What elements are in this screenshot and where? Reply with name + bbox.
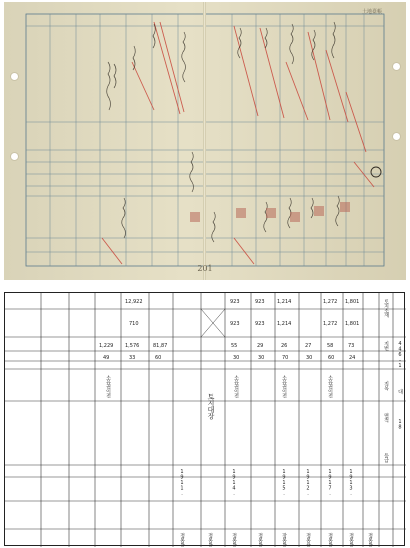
binding-hole bbox=[10, 72, 19, 81]
value-cell: 30 bbox=[258, 355, 265, 361]
area-value-right: 18 bbox=[397, 419, 403, 430]
owner-cell: 정봉룡 bbox=[367, 533, 373, 547]
value-cell: 30 bbox=[306, 355, 313, 361]
value-cell: 81,87 bbox=[153, 343, 168, 349]
scanned-ledger-photo bbox=[4, 2, 406, 280]
header-location: 토지소재 bbox=[383, 299, 389, 317]
value-cell: 1,801 bbox=[345, 321, 360, 327]
owner-cell: 정봉룡 bbox=[327, 533, 333, 547]
transfer-label: 소유권이전 bbox=[327, 375, 333, 398]
value-cell: 55 bbox=[231, 343, 238, 349]
lot-number-value: 446-1 bbox=[397, 341, 403, 369]
owner-cell: 정봉룡 bbox=[348, 533, 354, 547]
value-cell: 27 bbox=[305, 343, 312, 349]
page-fold bbox=[203, 2, 206, 280]
value-cell: 1,576 bbox=[125, 343, 140, 349]
binding-hole bbox=[392, 62, 401, 71]
owner-cell: 장봉룡 bbox=[281, 533, 287, 547]
year-cell: 1915. bbox=[281, 469, 287, 497]
owner-cell: 정봉룡 bbox=[207, 533, 213, 547]
value-cell: 710 bbox=[129, 321, 139, 327]
area-value: 923 bbox=[255, 299, 265, 305]
value-cell: 26 bbox=[281, 343, 288, 349]
header-grade: 등급 bbox=[383, 453, 389, 462]
area-value: 1,214 bbox=[277, 299, 292, 305]
transfer-label: 소유권이전 bbox=[105, 375, 111, 398]
value-cell: 1,214 bbox=[277, 321, 292, 327]
value-cell: 24 bbox=[349, 355, 356, 361]
value-cell: 58 bbox=[327, 343, 334, 349]
header-lot-number: 지번 bbox=[383, 341, 389, 350]
ledger-header-stamp: 土地臺帳 bbox=[362, 9, 383, 15]
table-grid bbox=[5, 293, 406, 547]
year-cell: 1914. bbox=[231, 469, 237, 497]
area-value: 1,801 bbox=[345, 299, 360, 305]
binding-hole bbox=[392, 132, 401, 141]
year-cell: 1917. bbox=[327, 469, 333, 497]
value-cell: 60 bbox=[328, 355, 335, 361]
value-cell: 73 bbox=[348, 343, 355, 349]
value-cell: 1,272 bbox=[323, 321, 338, 327]
transcription-table bbox=[4, 292, 405, 546]
header-area: 면적 bbox=[383, 413, 389, 422]
value-cell: 60 bbox=[155, 355, 162, 361]
header-land-category: 지목 bbox=[383, 381, 389, 390]
transfer-label: 소유권이전 bbox=[281, 375, 287, 398]
area-value: 12,922 bbox=[125, 299, 143, 305]
owner-cell: 정봉룡 bbox=[179, 533, 185, 547]
owner-cell: 정봉룡 bbox=[231, 533, 237, 547]
value-cell: 923 bbox=[255, 321, 265, 327]
value-cell: 923 bbox=[230, 321, 240, 327]
value-cell: 30 bbox=[233, 355, 240, 361]
value-cell: 33 bbox=[129, 355, 136, 361]
owner-cell: 정봉룡 bbox=[257, 533, 263, 547]
owner-cell: 정봉용 bbox=[305, 533, 311, 547]
area-value: 923 bbox=[230, 299, 240, 305]
value-cell: 29 bbox=[257, 343, 264, 349]
side-title: 토지대장 bbox=[207, 393, 215, 419]
value-cell: 70 bbox=[282, 355, 289, 361]
binding-hole bbox=[10, 152, 19, 161]
transfer-label: 소유권이전 bbox=[233, 375, 239, 398]
value-cell: 1,229 bbox=[99, 343, 114, 349]
area-value: 1,272 bbox=[323, 299, 338, 305]
year-cell: 1911. bbox=[179, 469, 185, 497]
land-category-value: 대 bbox=[397, 389, 403, 394]
year-cell: 1913. bbox=[348, 469, 354, 497]
value-cell: 49 bbox=[103, 355, 110, 361]
ledger-page-number: 201 bbox=[197, 264, 213, 273]
year-cell: 1912. bbox=[305, 469, 311, 497]
